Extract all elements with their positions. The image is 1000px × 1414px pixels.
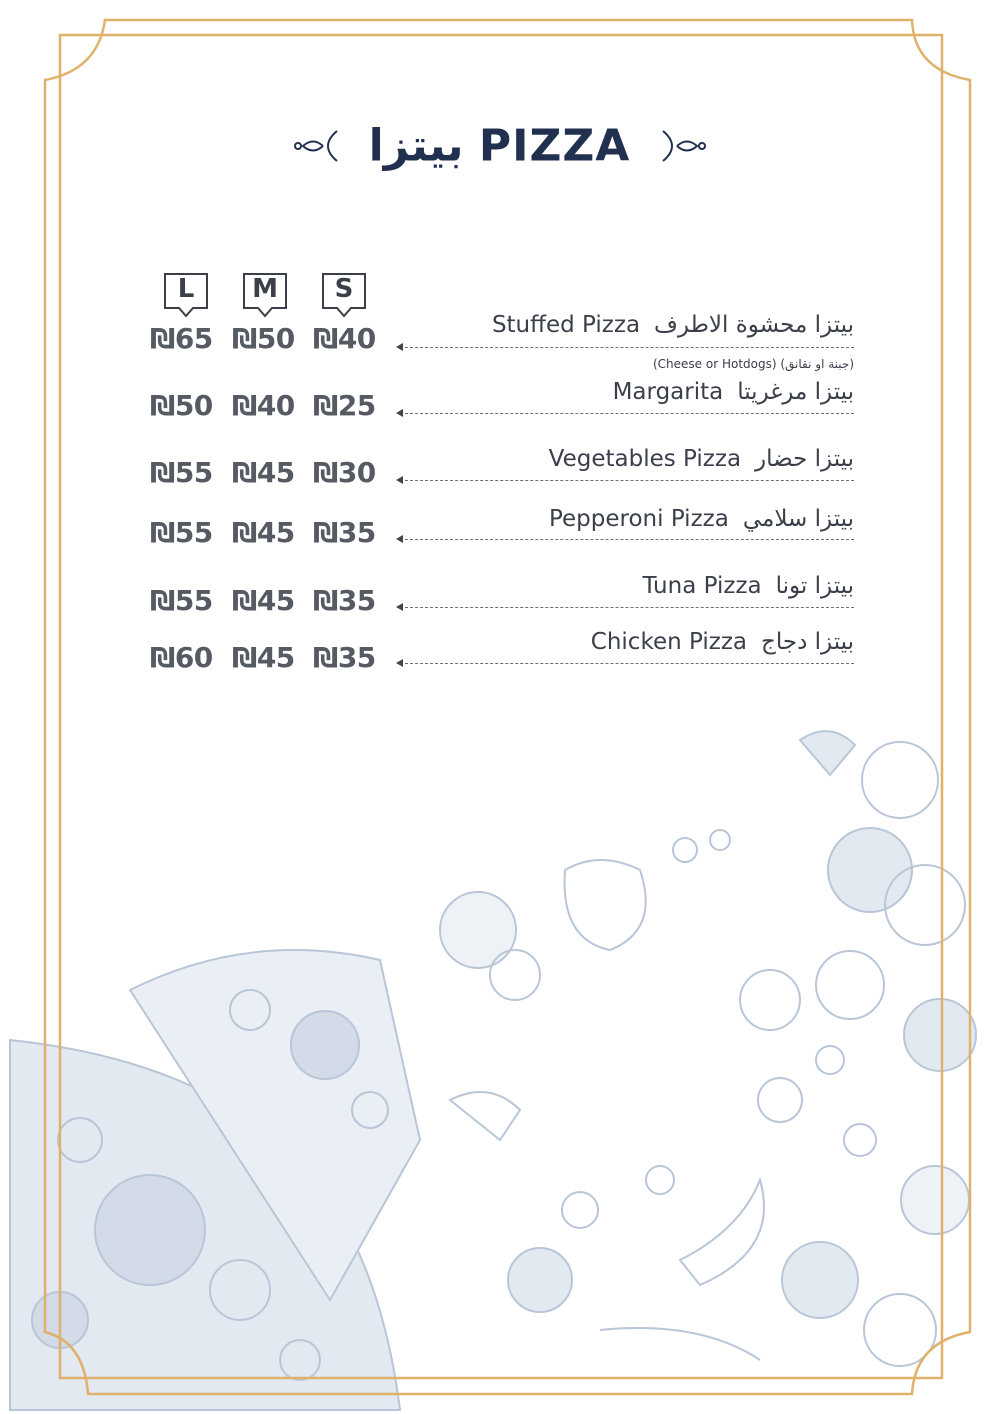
price-medium: ₪50 (232, 322, 295, 355)
menu-item-tuna-pizza (0, 570, 1000, 630)
price-small: ₪35 (313, 584, 376, 617)
leader-line (400, 539, 854, 540)
price-large: ₪50 (150, 389, 213, 422)
price-small: ₪40 (313, 322, 376, 355)
leader-line (400, 480, 854, 481)
arrow-left-icon (396, 535, 403, 543)
item-name (643, 573, 855, 599)
arrow-left-icon (396, 409, 403, 417)
menu-item-pepperoni-pizza (0, 502, 1000, 562)
menu-item-vegetables-pizza (0, 443, 1000, 503)
price-small: ₪30 (313, 456, 376, 489)
leader-line (400, 413, 854, 414)
item-name-arabic: بيتزا مرغريتا (737, 379, 854, 405)
item-name (613, 379, 854, 405)
price-small: ₪35 (313, 516, 376, 549)
arrow-left-icon (396, 476, 403, 484)
item-name-arabic: بيتزا محشوة الاطرف (654, 312, 854, 338)
menu-item-margarita (0, 376, 1000, 436)
price-medium: ₪45 (232, 584, 295, 617)
item-name-english: Stuffed Pizza (491, 312, 641, 338)
item-name-arabic: بيتزا حضار (755, 446, 854, 472)
arrow-left-icon (396, 659, 403, 667)
size-label: S (334, 274, 354, 304)
title-english: PIZZA (478, 120, 631, 172)
item-name-english: Vegetables Pizza (548, 446, 742, 472)
price-medium: ₪45 (232, 456, 295, 489)
item-name (492, 312, 854, 338)
title-arabic: بيتزا (368, 120, 464, 172)
item-name-arabic: بيتزا سلامي (742, 506, 854, 532)
size-label: M (252, 274, 278, 304)
price-small: ₪25 (313, 389, 376, 422)
item-name-english: Pepperoni Pizza (548, 506, 729, 532)
leader-line (400, 663, 854, 664)
page-title (0, 118, 1000, 172)
price-large: ₪60 (150, 641, 213, 674)
item-name-arabic: بيتزا دجاج (761, 629, 854, 655)
item-name-english: Margarita (612, 379, 724, 405)
price-large: ₪55 (150, 584, 213, 617)
item-name (549, 446, 854, 472)
menu-item-chicken-pizza (0, 626, 1000, 686)
item-note: (Cheese or Hotdogs) (جبنة او نقانق) (653, 357, 854, 371)
leader-line (400, 347, 854, 348)
price-medium: ₪45 (232, 516, 295, 549)
price-small: ₪35 (313, 641, 376, 674)
leader-line (400, 607, 854, 608)
arrow-left-icon (396, 343, 403, 351)
price-large: ₪55 (150, 516, 213, 549)
item-name-arabic: بيتزا تونا (775, 573, 854, 599)
item-name (591, 629, 854, 655)
item-name-english: Tuna Pizza (642, 573, 762, 599)
item-name-english: Chicken Pizza (590, 629, 747, 655)
price-medium: ₪45 (232, 641, 295, 674)
price-large: ₪55 (150, 456, 213, 489)
price-large: ₪65 (150, 322, 213, 355)
left-ornament-icon (293, 129, 339, 163)
size-label: L (177, 274, 195, 304)
arrow-left-icon (396, 603, 403, 611)
price-medium: ₪40 (232, 389, 295, 422)
right-ornament-icon (661, 129, 707, 163)
item-name (549, 506, 854, 532)
